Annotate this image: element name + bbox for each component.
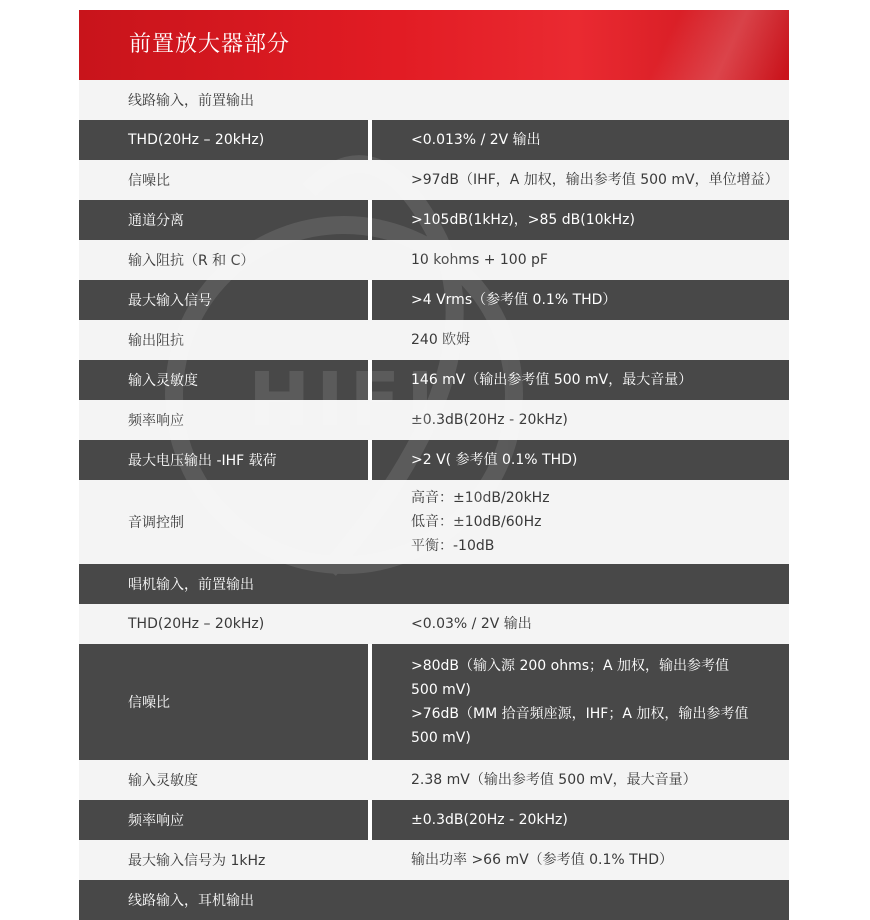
table-row — [79, 120, 789, 160]
spec-label: 最大输入信号 — [128, 293, 212, 309]
spec-sheet — [79, 10, 789, 920]
spec-value-line: 低音：±10dB/60Hz — [411, 514, 542, 530]
spec-value-line: 2.38 mV（输出参考值 500 mV，最大音量） — [411, 772, 697, 788]
spec-value — [372, 200, 789, 240]
spec-value — [372, 240, 789, 280]
table-row — [79, 480, 789, 564]
table-row — [79, 800, 789, 840]
spec-value — [372, 400, 789, 440]
table-row — [79, 200, 789, 240]
spec-value — [372, 440, 789, 480]
section-row — [79, 880, 789, 920]
table-row — [79, 840, 789, 880]
spec-value — [372, 480, 789, 564]
spec-value-line: 500 mV) — [411, 730, 471, 746]
spec-value — [372, 320, 789, 360]
spec-value-line: >4 Vrms（参考值 0.1% THD） — [411, 292, 617, 308]
section-label: 唱机输入，前置输出 — [128, 577, 254, 593]
table-row — [79, 400, 789, 440]
table-row — [79, 240, 789, 280]
section-row — [79, 564, 789, 604]
spec-label: 输入灵敏度 — [128, 773, 198, 789]
table-row — [79, 644, 789, 760]
spec-label: 音调控制 — [128, 515, 184, 531]
spec-value-line: >97dB（IHF，A 加权，输出参考值 500 mV，单位增益） — [411, 172, 779, 188]
spec-label: 最大电压输出 -IHF 载荷 — [128, 453, 277, 469]
table-row — [79, 160, 789, 200]
spec-label: 输入阻抗（R 和 C） — [128, 253, 255, 269]
spec-value — [372, 840, 789, 880]
spec-label: THD(20Hz – 20kHz) — [128, 616, 265, 632]
table-row — [79, 280, 789, 320]
spec-value-line: >105dB(1kHz)，>85 dB(10kHz) — [411, 212, 635, 228]
spec-value — [372, 360, 789, 400]
spec-label: 频率响应 — [128, 413, 184, 429]
spec-label: 最大输入信号为 1kHz — [128, 853, 266, 869]
spec-value — [372, 760, 789, 800]
section-label: 线路输入，前置输出 — [128, 93, 254, 109]
spec-label: 输入灵敏度 — [128, 373, 198, 389]
spec-value-line: <0.013% / 2V 输出 — [411, 132, 541, 148]
spec-label: THD(20Hz – 20kHz) — [128, 132, 265, 148]
spec-value-line: 高音：±10dB/20kHz — [411, 490, 550, 506]
spec-value — [372, 280, 789, 320]
spec-value — [372, 604, 789, 644]
table-row — [79, 320, 789, 360]
spec-value — [372, 800, 789, 840]
section-row — [79, 80, 789, 120]
spec-value-line: 平衡：-10dB — [411, 538, 495, 554]
section-header — [79, 10, 789, 80]
spec-value-line: ±0.3dB(20Hz - 20kHz) — [411, 812, 568, 828]
page-title: 前置放大器部分 — [129, 32, 291, 57]
table-row — [79, 760, 789, 800]
spec-label: 信噪比 — [128, 695, 170, 711]
header-shine-decoration — [599, 10, 789, 80]
table-row — [79, 440, 789, 480]
spec-value-line: 输出功率 >66 mV（参考值 0.1% THD） — [411, 852, 673, 868]
spec-label: 频率响应 — [128, 813, 184, 829]
spec-table — [79, 80, 789, 920]
spec-value-line: 500 mV) — [411, 682, 471, 698]
spec-value-line: >80dB（输入源 200 ohms；A 加权，输出参考值 — [411, 658, 730, 674]
spec-value-line: 10 kohms + 100 pF — [411, 252, 548, 268]
spec-value-line: <0.03% / 2V 输出 — [411, 616, 532, 632]
section-label: 线路输入，耳机输出 — [128, 893, 254, 909]
spec-value-line: 240 欧姆 — [411, 332, 471, 348]
spec-label: 输出阻抗 — [128, 333, 184, 349]
spec-value-line: 146 mV（输出参考值 500 mV，最大音量） — [411, 372, 693, 388]
spec-value-line: >2 V( 参考值 0.1% THD) — [411, 452, 578, 468]
spec-label: 信噪比 — [128, 173, 170, 189]
table-row — [79, 604, 789, 644]
spec-value-line: ±0.3dB(20Hz - 20kHz) — [411, 412, 568, 428]
spec-value — [372, 160, 789, 200]
spec-value — [372, 120, 789, 160]
spec-value-line: >76dB（MM 拾音頻座源，IHF；A 加权，输出参考值 — [411, 706, 749, 722]
table-row — [79, 360, 789, 400]
spec-label: 通道分离 — [128, 213, 184, 229]
spec-value — [372, 644, 789, 760]
